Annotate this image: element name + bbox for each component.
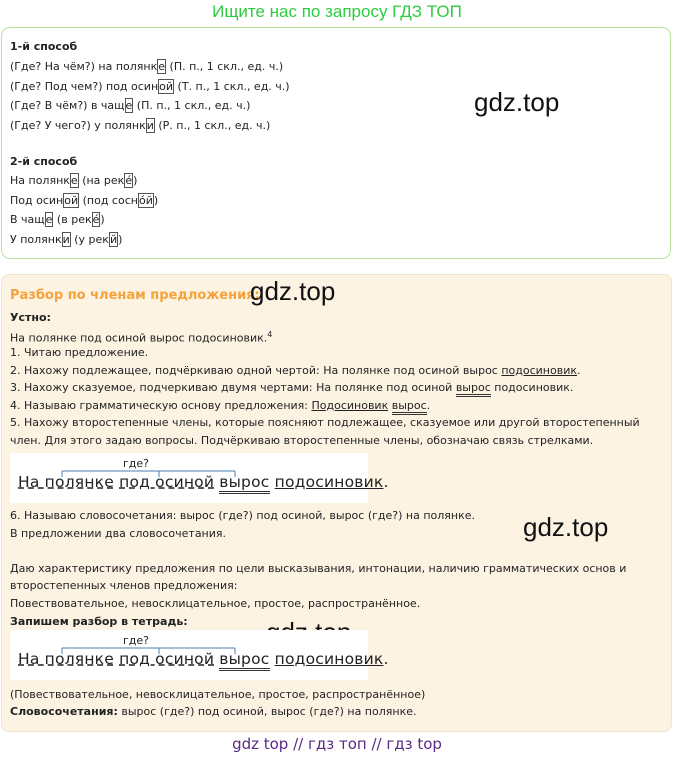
- watermark: gdz.top: [474, 87, 560, 117]
- oral-label: Устно:: [10, 311, 51, 324]
- step-5a: 5. Нахожу второстепенные члены, которые поясняют подлежащее, сказуемое или другой второстепенный: [10, 416, 640, 429]
- char-c: Повествовательное, невосклицательное, простое, распространённое.: [10, 597, 421, 610]
- question-label: где?: [123, 457, 149, 470]
- diagram-words: На полянке под осиной вырос подосиновик.: [18, 650, 389, 668]
- char-b: второстепенных членов предложения:: [10, 579, 238, 592]
- step-5b: член. Для этого задаю вопросы. Подчёркиваю второстепенные члены, обозначаю связь стрелками.: [10, 434, 594, 447]
- method2-line-2: Под осиной (под соснóй): [10, 194, 159, 207]
- diagram-words: На полянке под осиной вырос подосиновик.: [18, 473, 389, 491]
- notebook-label: Запишем разбор в тетрадь:: [10, 615, 188, 628]
- method1-line-1: (Где? На чём?) на полянке (П. п., 1 скл., ед. ч.): [10, 60, 284, 73]
- search-banner[interactable]: Ищите нас по запросу ГДЗ ТОП: [212, 2, 462, 21]
- phrases: Словосочетания: вырос (где?) под осиной, вырос (где?) на полянке.: [10, 705, 417, 718]
- summary: (Повествовательное, невосклицательное, простое, распространённое): [10, 688, 426, 701]
- sentence-diagram-1: [10, 453, 389, 503]
- method2-line-3: В чаще (в рекé): [10, 213, 105, 226]
- ending-box: и: [146, 119, 154, 132]
- question-label: где?: [123, 634, 149, 647]
- method1-line-3: (Где? В чём?) в чаще (П. п., 1 скл., ед. ч.): [10, 99, 251, 112]
- method2-title: 2-й способ: [10, 155, 78, 168]
- watermark: gdz.top: [523, 512, 609, 542]
- step-2: 2. Нахожу подлежащее, подчёркиваю одной чертой: На полянке под осиной вырос подосиновик.: [10, 364, 581, 377]
- ending-box: е: [125, 99, 133, 112]
- sentence-diagram-2: [10, 630, 389, 680]
- sentence: На полянке под осиной вырос подосиновик.$^4$: [10, 330, 273, 345]
- analysis-heading: Разбор по членам предложения:: [10, 288, 260, 303]
- step-6a: 6. Называю словосочетания: вырос (где?) под осиной, вырос (где?) на полянке.: [10, 509, 475, 522]
- method2-line-4: У полянки (у рекй): [10, 233, 123, 246]
- method1-title: 1-й способ: [10, 40, 78, 53]
- method2-line-1: На полянке (на рекé): [10, 174, 138, 187]
- footer-links[interactable]: gdz top // гдз топ // гдз top: [232, 735, 442, 753]
- step-6b: В предложении два словосочетания.: [10, 527, 227, 540]
- watermark: gdz.top: [250, 276, 336, 306]
- method1-line-2: (Где? Под чем?) под осиной (Т. п., 1 скл., ед. ч.): [10, 80, 290, 93]
- ending-box: ой: [159, 80, 174, 93]
- step-1: 1. Читаю предложение.: [10, 346, 149, 359]
- ending-box: е: [158, 60, 166, 73]
- method1-line-4: (Где? У чего?) у полянки (Р. п., 1 скл., ед. ч.): [10, 119, 271, 132]
- step-4: 4. Называю грамматическую основу предложения: Подосиновик вырос.: [10, 399, 430, 413]
- char-a: Даю характеристику предложения по цели высказывания, интонации, наличию грамматических основ и: [10, 562, 627, 575]
- step-3: 3. Нахожу сказуемое, подчеркиваю двумя чертами: На полянке под осиной вырос подосиновик.: [10, 381, 573, 395]
